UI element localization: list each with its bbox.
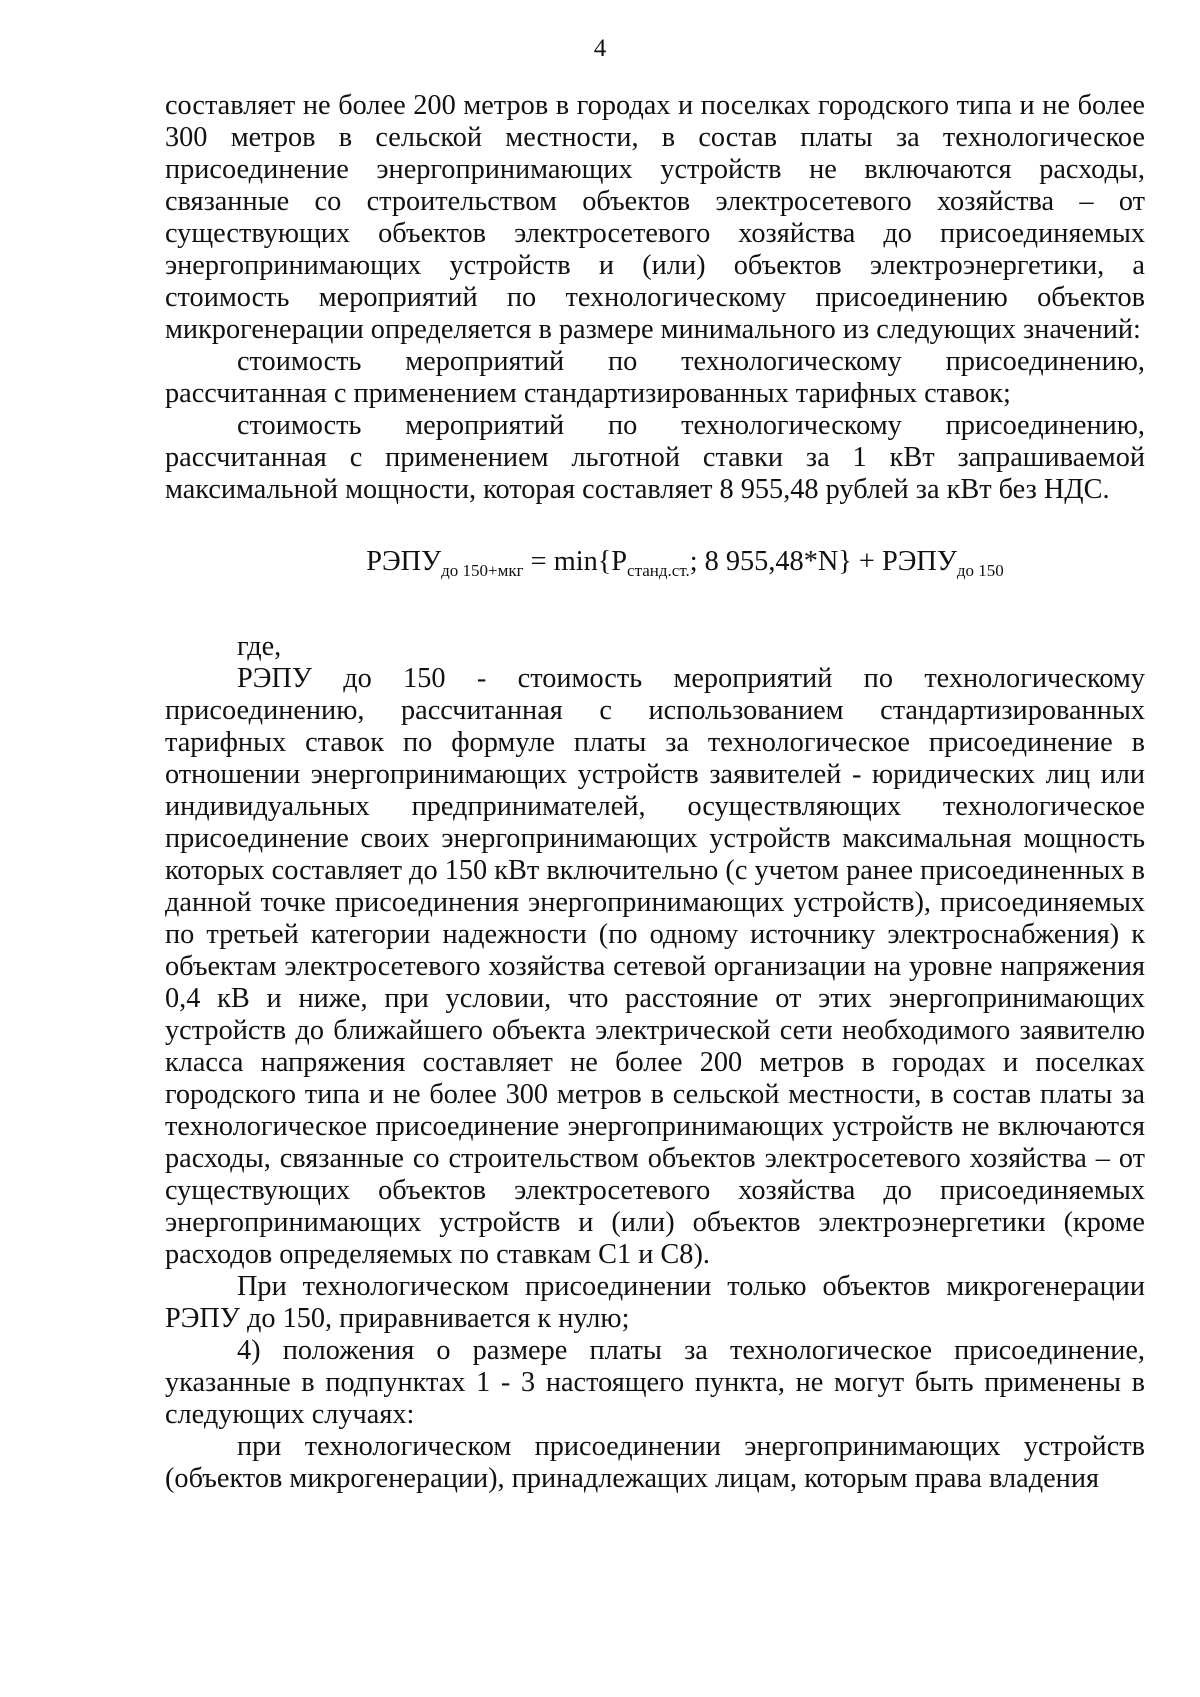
paragraph-8: при технологическом присоединении энергопринимающих устройств (объектов микрогенерации), принадлежащих лицам, которым права владения (165, 1431, 1145, 1494)
paragraph-where: где, (237, 631, 282, 662)
paragraph-7: 4) положения о размере платы за технологическое присоединение, указанные в подпунктах 1 - 3 настоящего пункта, не могут быть применены в следующих случаях: (165, 1335, 1145, 1430)
formula-lhs-subscript: до 150+мкг (441, 561, 524, 580)
formula-std-subscript: станд.ст. (627, 561, 690, 580)
paragraph-5: РЭПУ до 150 - стоимость мероприятий по технологическому присоединению, рассчитанная с использованием стандартизированных тарифных ставок по формуле платы за технологическое присоединение в отношении энергопринимающих устройств заявителей - юридических лиц или индивидуальных предпринимателей, осуществляющих технологическое присоединение своих энергопринимающих устройств максимальная мощность которых составляет до 150 кВт включительно (с учетом ранее присоединенных в данной точке присоединения энергопринимающих устройств), присоединяемых по третьей категории надежности (по одному источнику электроснабжения) к объектам электросетевого хозяйства сетевой организации на уровне напряжения 0,4 кВ и ниже, при условии, что расстояние от этих энергопринимающих устройств до ближайшего объекта электрической сети необходимого заявителю класса напряжения составляет не более 200 метров в городах и поселках городского типа и не более 300 метров в сельской местности, в состав платы за технологическое присоединение энергопринимающих устройств не включаются расходы, связанные со строительством объектов электросетевого хозяйства – от существующих объектов электросетевого хозяйства до присоединяемых энергопринимающих устройств и (или) объектов электроэнергетики (кроме расходов определяемых по ставкам С1 и С8). (165, 663, 1145, 1270)
formula-rhs-subscript: до 150 (956, 561, 1004, 580)
document-body (165, 90, 1145, 1495)
formula (165, 546, 1145, 587)
formula-eq: = min{Р (523, 546, 628, 577)
formula-middle: ; 8 955,48*N} + РЭПУ (689, 546, 957, 577)
page-number: 4 (593, 35, 607, 62)
paragraph-6: При технологическом присоединении только объектов микрогенерации РЭПУ до 150, приравнивается к нулю; (165, 1271, 1145, 1334)
paragraph-3: стоимость мероприятий по технологическому присоединению, рассчитанная с применением льготной ставки за 1 кВт запрашиваемой максимальной мощности, которая составляет 8 955,48 рублей за кВт без НДС. (165, 410, 1145, 505)
paragraph-1: составляет не более 200 метров в городах и поселках городского типа и не более 300 метров в сельской местности, в состав платы за технологическое присоединение энергопринимающих устройств не включаются расходы, связанные со строительством объектов электросетевого хозяйства – от существующих объектов электросетевого хозяйства до присоединяемых энергопринимающих устройств и (или) объектов электроэнергетики, а стоимость мероприятий по технологическому присоединению объектов микрогенерации определяется в размере минимального из следующих значений: (165, 90, 1145, 345)
paragraph-2: стоимость мероприятий по технологическому присоединению, рассчитанная с применением стандартизированных тарифных ставок; (165, 346, 1145, 409)
formula-lhs: РЭПУ (366, 546, 442, 577)
